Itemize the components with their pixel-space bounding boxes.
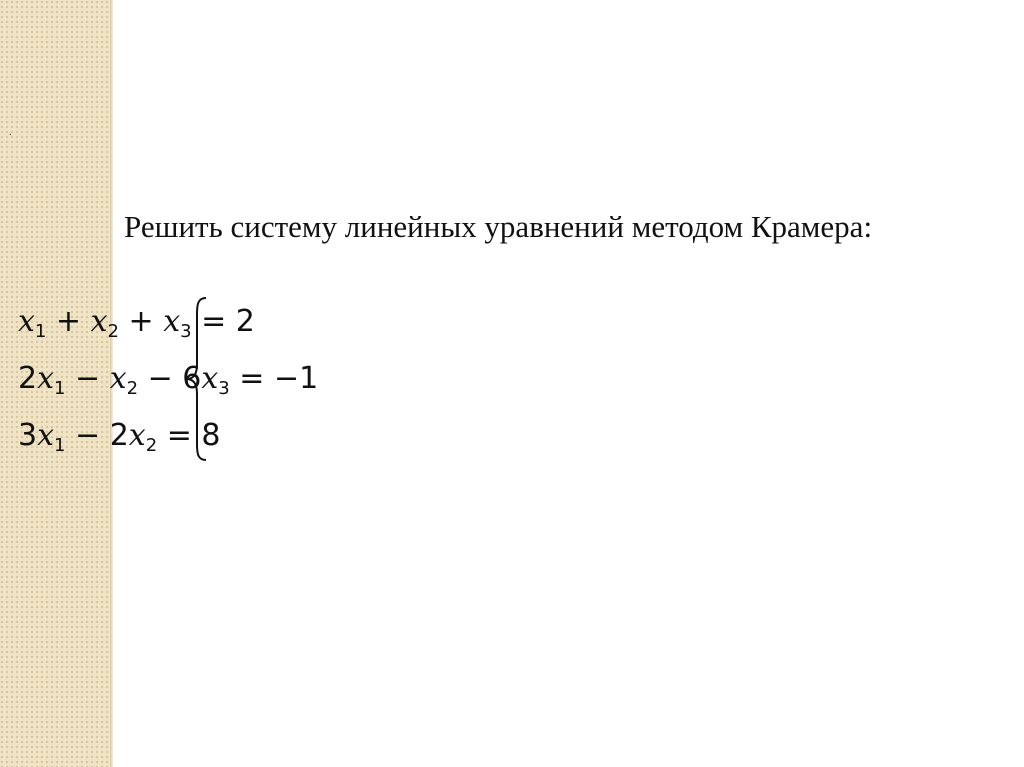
equation-operator: + [118, 304, 164, 339]
equation-term [109, 361, 139, 399]
equation-term [90, 304, 119, 342]
term-coefficient: 6 [182, 361, 202, 396]
term-coefficient: 3 [18, 418, 38, 453]
equation-term [109, 418, 158, 456]
equation-term [18, 304, 47, 342]
equation-rhs: −1 [273, 361, 319, 396]
term-subscript: 1 [54, 378, 66, 399]
equation-line-2 [18, 361, 318, 397]
decor-dot: . [9, 127, 12, 138]
equation-operator: = [229, 361, 274, 396]
term-subscript: 3 [218, 378, 230, 399]
term-subscript: 1 [34, 321, 47, 342]
equation-operator: − [65, 418, 110, 453]
term-coefficient: 2 [109, 418, 129, 453]
term-variable: x [163, 304, 181, 339]
equation-term [18, 361, 66, 399]
term-variable: x [90, 304, 108, 339]
term-subscript: 3 [180, 321, 192, 342]
term-subscript: 1 [54, 435, 66, 456]
equation-line-1 [18, 304, 255, 340]
equation-rhs: 8 [201, 418, 221, 453]
term-subscript: 2 [107, 321, 119, 342]
equation-operator: = [157, 418, 202, 453]
term-variable: x [18, 304, 35, 339]
term-subscript: 2 [145, 435, 158, 456]
equation-operator: − [65, 361, 110, 396]
equation-operator: + [46, 304, 91, 339]
equation-operator: − [138, 361, 183, 396]
equation-term [163, 304, 192, 342]
equation-term [182, 361, 230, 399]
equation-term [18, 418, 66, 456]
task-instruction: Решить систему линейных уравнений методом Крамера: [124, 209, 873, 244]
term-variable: x [37, 361, 55, 396]
term-subscript: 2 [126, 378, 139, 399]
term-variable: x [37, 418, 55, 453]
term-variable: x [109, 361, 127, 396]
equation-rhs: 2 [235, 304, 255, 339]
equation-operator: = [191, 304, 236, 339]
term-variable: x [128, 418, 146, 453]
equation-line-3 [18, 418, 220, 454]
term-variable: x [201, 361, 219, 396]
term-coefficient: 2 [18, 361, 38, 396]
